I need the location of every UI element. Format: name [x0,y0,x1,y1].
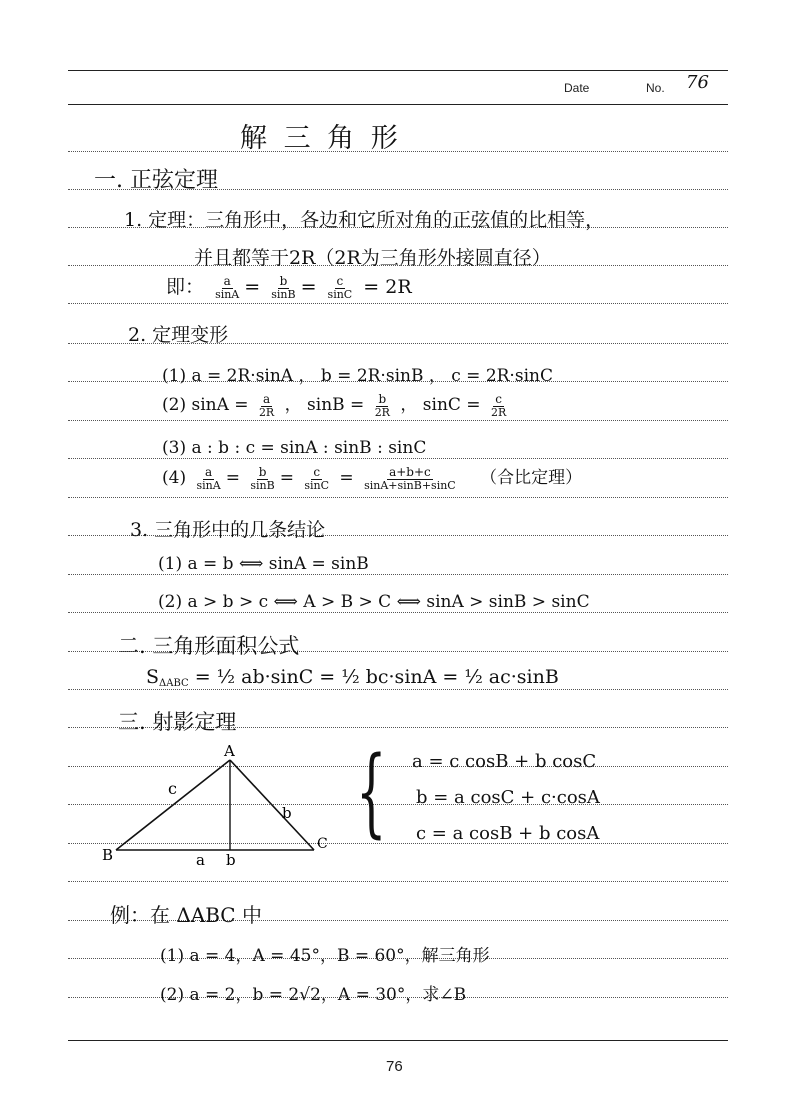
section1-heading: 一. 正弦定理 [94,168,218,193]
conclusion-row1: (1) a = b ⟺ sinA = sinB [158,554,369,574]
vertex-a: A [224,742,235,760]
date-label: Date [564,81,590,95]
no-value: 76 [686,72,709,93]
conclusions-heading: 3. 三角形中的几条结论 [130,519,326,541]
example-q1: (1) a = 4，A = 45°，B = 60°，解三角形 [160,946,490,966]
header-rule [68,70,728,71]
page-number: 76 [386,1058,403,1075]
theorem-line1: 1. 定理：三角形中，各边和它所对角的正弦值的比相等， [124,209,605,231]
vertex-c: C [317,836,328,852]
page-title: 解 三 角 形 [240,123,402,154]
sine-law-formula: 即： $\frac{a}{\sin A}$ = $\frac{b}{\sin B}$ = $\frac{c}{\sin C}$ = 2R [166,274,412,302]
variant-heading: 2. 定理变形 [128,324,229,346]
top-rule [68,104,728,105]
side-label-b: b [282,804,292,822]
vertex-b: B [102,846,114,864]
no-label: No. [646,81,665,95]
projection-eq2: b = a cosC + c·cosA [416,787,600,808]
area-formula: $S_{\Delta ABC}$ = ½ ab·sinC = ½ bc·sinA = ½ ac·sinB [146,666,559,689]
conclusion-row2: (2) a > b > c ⟺ A > B > C ⟺ sinA > sinB > sinC [158,592,590,612]
base-label-a: a [196,851,205,869]
equation-bracket: { [356,736,387,848]
example-heading: 例：在 ΔABC 中 [110,903,262,927]
variant-row3: (3) a : b : c = sinA : sinB : sinC [162,438,427,458]
section2-heading: 二. 三角形面积公式 [118,634,300,658]
projection-eq1: a = c cosB + b cosC [412,751,597,772]
projection-triangle [96,740,336,870]
section3-heading: 三. 射影定理 [118,710,237,734]
side-ba [116,760,230,850]
variant-row4: (4) $\frac{a}{\sin A}$ = $\frac{b}{\sin B}$ = $\frac{c}{\sin C}$ = $\frac{a+b+c}{\sin A+\sin B+\sin C}$ （合比定理） [162,464,583,492]
variant-row1: (1) a = 2R·sinA ， b = 2R·sinB ， c = 2R·sinC [162,366,553,386]
example-q2: (2) a = 2，b = 2√2，A = 30°，求∠B [160,985,467,1005]
side-ac [230,760,314,850]
side-label-c: c [168,779,177,798]
variant-row2: (2) sinA = $\frac{a}{2R}$ ， sinB = $\frac{b}{2R}$ ， sinC = $\frac{c}{2R}$ [162,391,507,419]
theorem-line2: 并且都等于2R（2R为三角形外接圆直径） [194,247,551,269]
projection-eq3: c = a cosB + b cosA [416,823,600,844]
base-label-b: b [226,851,236,869]
